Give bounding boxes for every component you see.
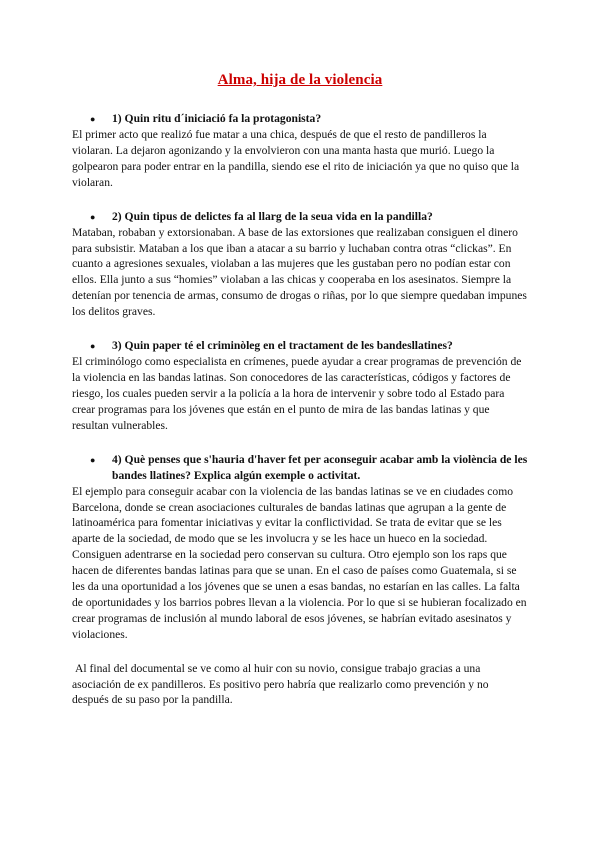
- answer-1: El primer acto que realizó fue matar a una chica, después de que el resto de pandilleros la violaran. La dejaron agonizando y la envolvieron con una manta hasta que murió. Luego la golpearon para poder entrar en la pandilla, siendo ese el rito de iniciación ya que no quiso que la violaran.: [72, 128, 520, 189]
- question-2-text: 2) Quin tipus de delictes fa al llarg de la seua vida en la pandilla?: [112, 209, 433, 223]
- question-2: [72, 209, 528, 225]
- answer-3: El criminólogo como especialista en crímenes, puede ayudar a crear programas de prevención de la violencia en las bandas latinas. Son conocedores de las características, códigos y factores de riesgo, los cuales pueden servir a la policía a la hora de intervenir y sobre todo al Estado para crear programas para los jóvenes que están en el punto de mira de las bandas latinas y que resultan vulnerables.: [72, 355, 522, 432]
- section-2: [72, 209, 528, 320]
- question-1-text: 1) Quin ritu d´iniciació fa la protagonista?: [112, 112, 322, 125]
- question-3: [72, 338, 528, 354]
- question-1: [72, 111, 528, 127]
- bullet-icon: ●: [90, 114, 96, 124]
- bullet-icon: ●: [90, 454, 96, 465]
- question-3-text: 3) Quin paper té el criminòleg en el tractament de les bandesllatines?: [112, 339, 453, 353]
- question-4: [72, 452, 528, 484]
- answer-4: El ejemplo para conseguir acabar con la violencia de las bandas latinas se ve en ciudades como Barcelona, donde se crean asociaciones culturales de bandas latinas que agrupan a la gente de latinoamérica para fomentar iniciativas y evitar la conflictividad. Se trata de evitar que se les aparte de la sociedad, de modo que se les involucra y se les hace un hueco en la sociedad. Consiguen adentrarse en la sociedad pero conservan su cultura. Otro ejemplo son los raps que hacen de diferentes bandas latinas para que se unan. En el caso de países como Guatemala, si se les da una oportunidad a los jóvenes que se unen a esas bandas, no estarían en las calles. La falta de oportunidades y los barrios pobres llevan a la violencia. Por lo que si se hubieran focalizado en crear programas de inclusión al mundo laboral de esos jóvenes, se habrían evitado asesinatos y violaciones.: [72, 484, 527, 641]
- bullet-icon: ●: [90, 341, 96, 352]
- answer-2: Mataban, robaban y extorsionaban. A base de las extorsiones que realizaban consiguen el dinero para subsistir. Mataban a los que iban a atacar a su barrio y luchaban contra otras “clickas”. En cuanto a agresiones sexuales, violaban a las mujeres que les gustaban pero no podían estar con ellos. Ella junto a sus “homies” violaban a las chicas y cooperaba en los asesinatos. Siempre la detenían por tenencia de armas, consumo de drogas o riñas, por lo que siempre quedaban impunes los delitos graves.: [72, 225, 527, 319]
- section-3: [72, 338, 528, 434]
- section-4: [72, 452, 528, 643]
- question-4-text: 4) Què penses que s'hauria d'haver fet per aconseguir acabar amb la violència de les bandes llatines? Explica algún exemple o activitat.: [112, 452, 528, 482]
- closing-paragraph: Al final del documental se ve como al huir con su novio, consigue trabajo gracias a una asociación de ex pandilleros. Es positivo pero habría que realizarlo como prevención y no después de su paso por la pandilla.: [72, 661, 489, 707]
- bullet-icon: ●: [90, 211, 96, 222]
- section-1: [72, 111, 528, 191]
- document-title: Alma, hija de la violencia: [217, 72, 383, 88]
